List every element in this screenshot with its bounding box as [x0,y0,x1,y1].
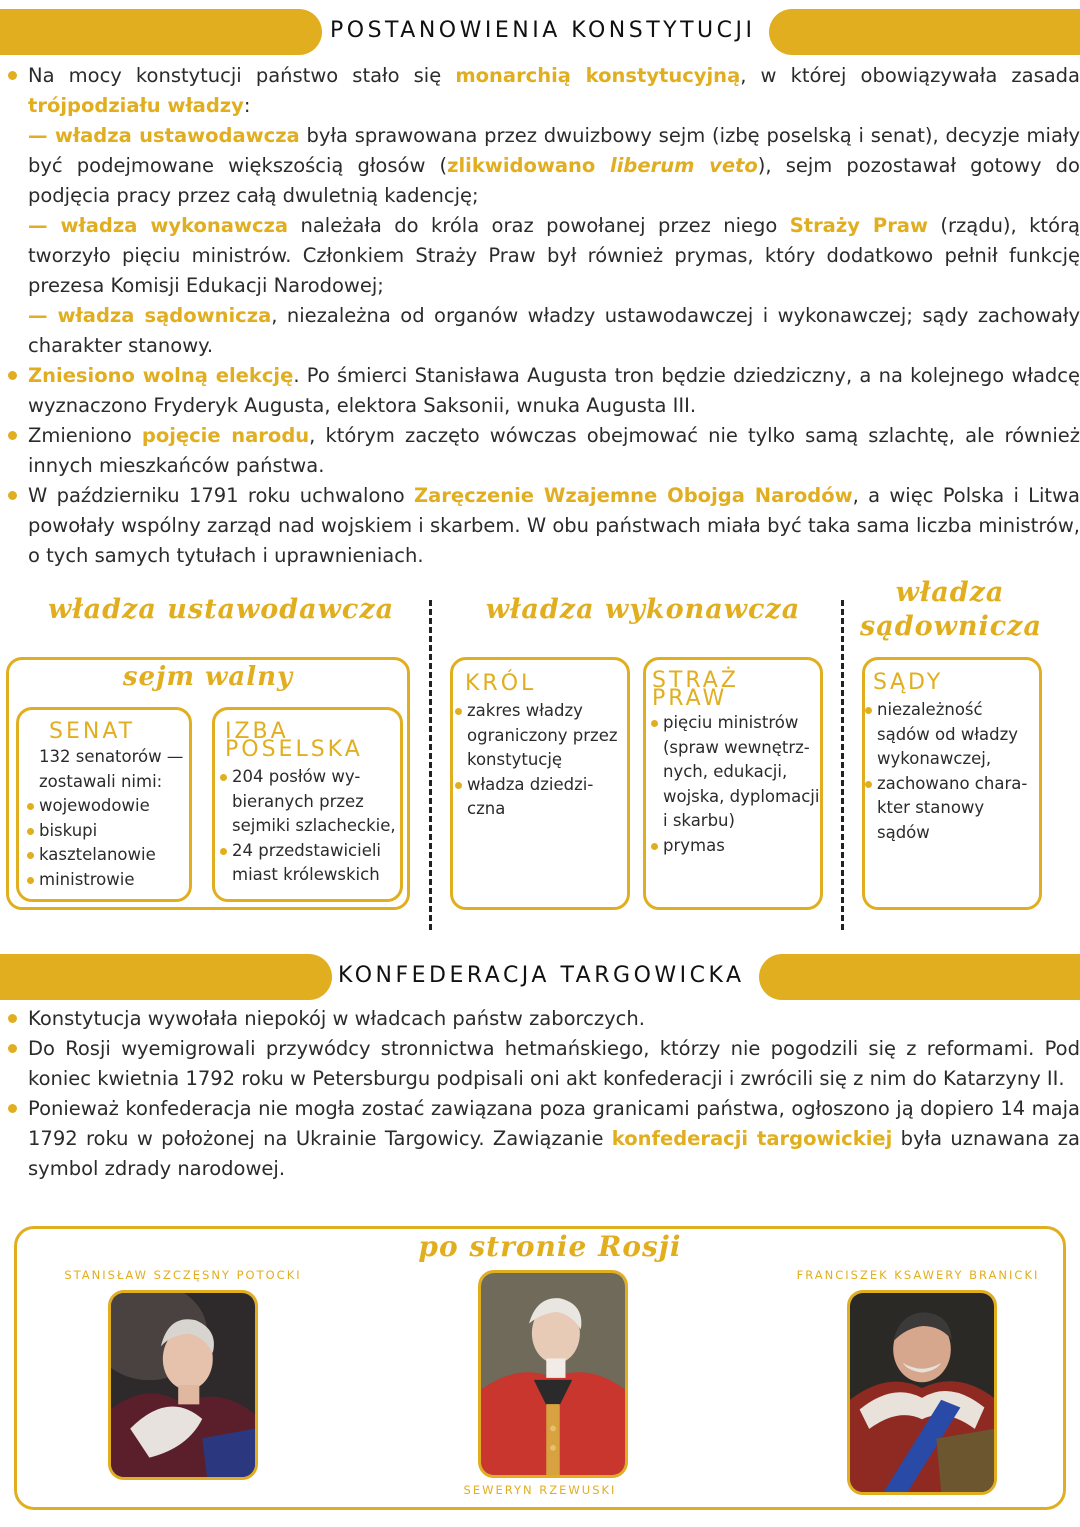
senat-text: 132 senatorów — zostawali nimi: wojewodowie biskupi kasztelanowie ministrowie [39,745,189,892]
bullet-nation: Zmieniono pojęcie narodu, którym zaczęto wówczas obejmować nie tylko samą szlachtę, ale również innych mieszkańców państwa. [28,421,1080,481]
sejm-label: sejm walny [122,662,294,692]
portrait-name-center: SEWERYN RZEWUSKI [463,1483,617,1497]
legislative-power-paragraph: — władza ustawodawcza była sprawowana przez dwuizbowy sejm (izbę poselską i senat), decyzje miały być podejmowane większością głosów (zlikwidowano liberum veto), sejm pozostawał gotowy do podjęcia pracy przez całą dwuletnią kadencję; [28,124,1080,207]
senat-item: wojewodowie [39,794,189,819]
straz-item: pięciu ministrów (spraw wewnętrz- nych, edukacji, wojska, dyplomacji i skarbu) [663,711,828,834]
straz-praw-box [643,657,823,910]
section-title: POSTANOWIENIA KONSTYTUCJI [330,18,756,43]
senat-box [16,707,192,902]
portrait-potocki [108,1290,258,1480]
executive-heading: władza wykonawcza [485,594,801,625]
header-bar-right [769,9,1080,55]
targowica-text [28,1004,1080,1184]
portrait-name-left: STANISŁAW SZCZĘSNY POTOCKI [64,1268,302,1282]
krol-item: zakres władzy ograniczony przez konstytucję [467,699,632,773]
portrait-branicki [847,1290,997,1495]
portraits-heading: po stronie Rosji [418,1230,682,1263]
executive-power-paragraph: — władza wykonawcza należała do króla oraz powołanej przez niego Straży Praw (rządu), którą tworzyło pięciu ministrów. Członkiem Straży Praw był również prymas, który dodatkowo pełnił funkcję prezesa Komisji Edukacji Narodowej; [28,214,1080,297]
divider-1 [429,600,432,930]
senat-item: kasztelanowie [39,843,189,868]
senat-item: biskupi [39,819,189,844]
bullet-unrest: Konstytucja wywołała niepokój w władcach państw zaborczych. [28,1004,1080,1034]
izba-item: 204 posłów wy- bieranych przez sejmiki szlacheckie, [232,765,402,839]
header-bar-left [0,9,322,55]
bullet-union: W październiku 1791 roku uchwalono Zaręczenie Wzajemne Obojga Narodów, a więc Polska i Litwa powołały wspólny zarząd nad wojskiem i skarbem. W obu państwach miała być taka sama liczba ministrów, o tych samych tytułach i uprawnieniach. [28,481,1080,571]
portrait-rzewuski [478,1270,628,1478]
sady-text [877,698,1042,845]
bullet-election: Zniesiono wolną elekcję. Po śmierci Stanisława Augusta tron będzie dziedziczny, a na kolejnego władcę wyznaczono Fryderyk Augusta, elektora Saksonii, wnuka Augusta III. [28,361,1080,421]
judicial-heading: władza sądownicza [860,577,1042,642]
izba-poselska-box [212,707,403,902]
header-bar-left [0,954,332,1000]
sady-title: SĄDY [873,670,944,695]
divider-2 [841,600,844,930]
krol-box [450,657,630,910]
senat-item: ministrowie [39,868,189,893]
izba-item: 24 przedstawicieli miast królewskich [232,839,402,888]
sady-box [862,657,1042,910]
senat-title: SENAT [49,719,136,744]
krol-text [467,699,632,822]
krol-title: KRÓL [465,671,537,696]
legislative-heading: władza ustawodawcza [48,594,395,625]
straz-item: prymas [663,834,828,859]
bullet-emigration: Do Rosji wyemigrowali przywódcy stronnictwa hetmańskiego, którzy nie pogodzili się z reformami. Pod koniec kwietnia 1792 roku w Petersburgu podpisali oni akt konfederacji i zwrócili się z nim do Katarzyny II. [28,1034,1080,1094]
section-header-targowica [0,945,1080,995]
straz-text [663,711,828,858]
straz-title: STRAŻ PRAW [652,668,739,711]
krol-item: władza dziedzi- czna [467,773,632,822]
section-header-constitution [0,0,1080,50]
sady-item: niezależność sądów od władzy wykonawczej, [877,698,1042,772]
izba-text [232,765,402,888]
constitution-text [28,61,1080,571]
bullet-monarchy: Na mocy konstytucji państwo stało się monarchią konstytucyjną, w której obowiązywała zasada trójpodziału władzy: [28,61,1080,121]
judicial-power-paragraph: — władza sądownicza, niezależna od organów władzy ustawodawczej i wykonawczej; sądy zachowały charakter stanowy. [28,304,1080,357]
izba-title: IZBA POSELSKA [225,719,363,762]
portrait-name-right: FRANCISZEK KSAWERY BRANICKI [796,1268,1040,1282]
bullet-targowica: Ponieważ konfederacja nie mogła zostać zawiązana poza granicami państwa, ogłoszono ją dopiero 14 maja 1792 roku w położonej na Ukrainie Targowicy. Zawiązanie konfederacji targowickiej była uznawana za symbol zdrady narodowej. [28,1094,1080,1184]
section-title: KONFEDERACJA TARGOWICKA [338,963,745,988]
sady-item: zachowano chara- kter stanowy sądów [877,772,1042,846]
header-bar-right [759,954,1080,1000]
